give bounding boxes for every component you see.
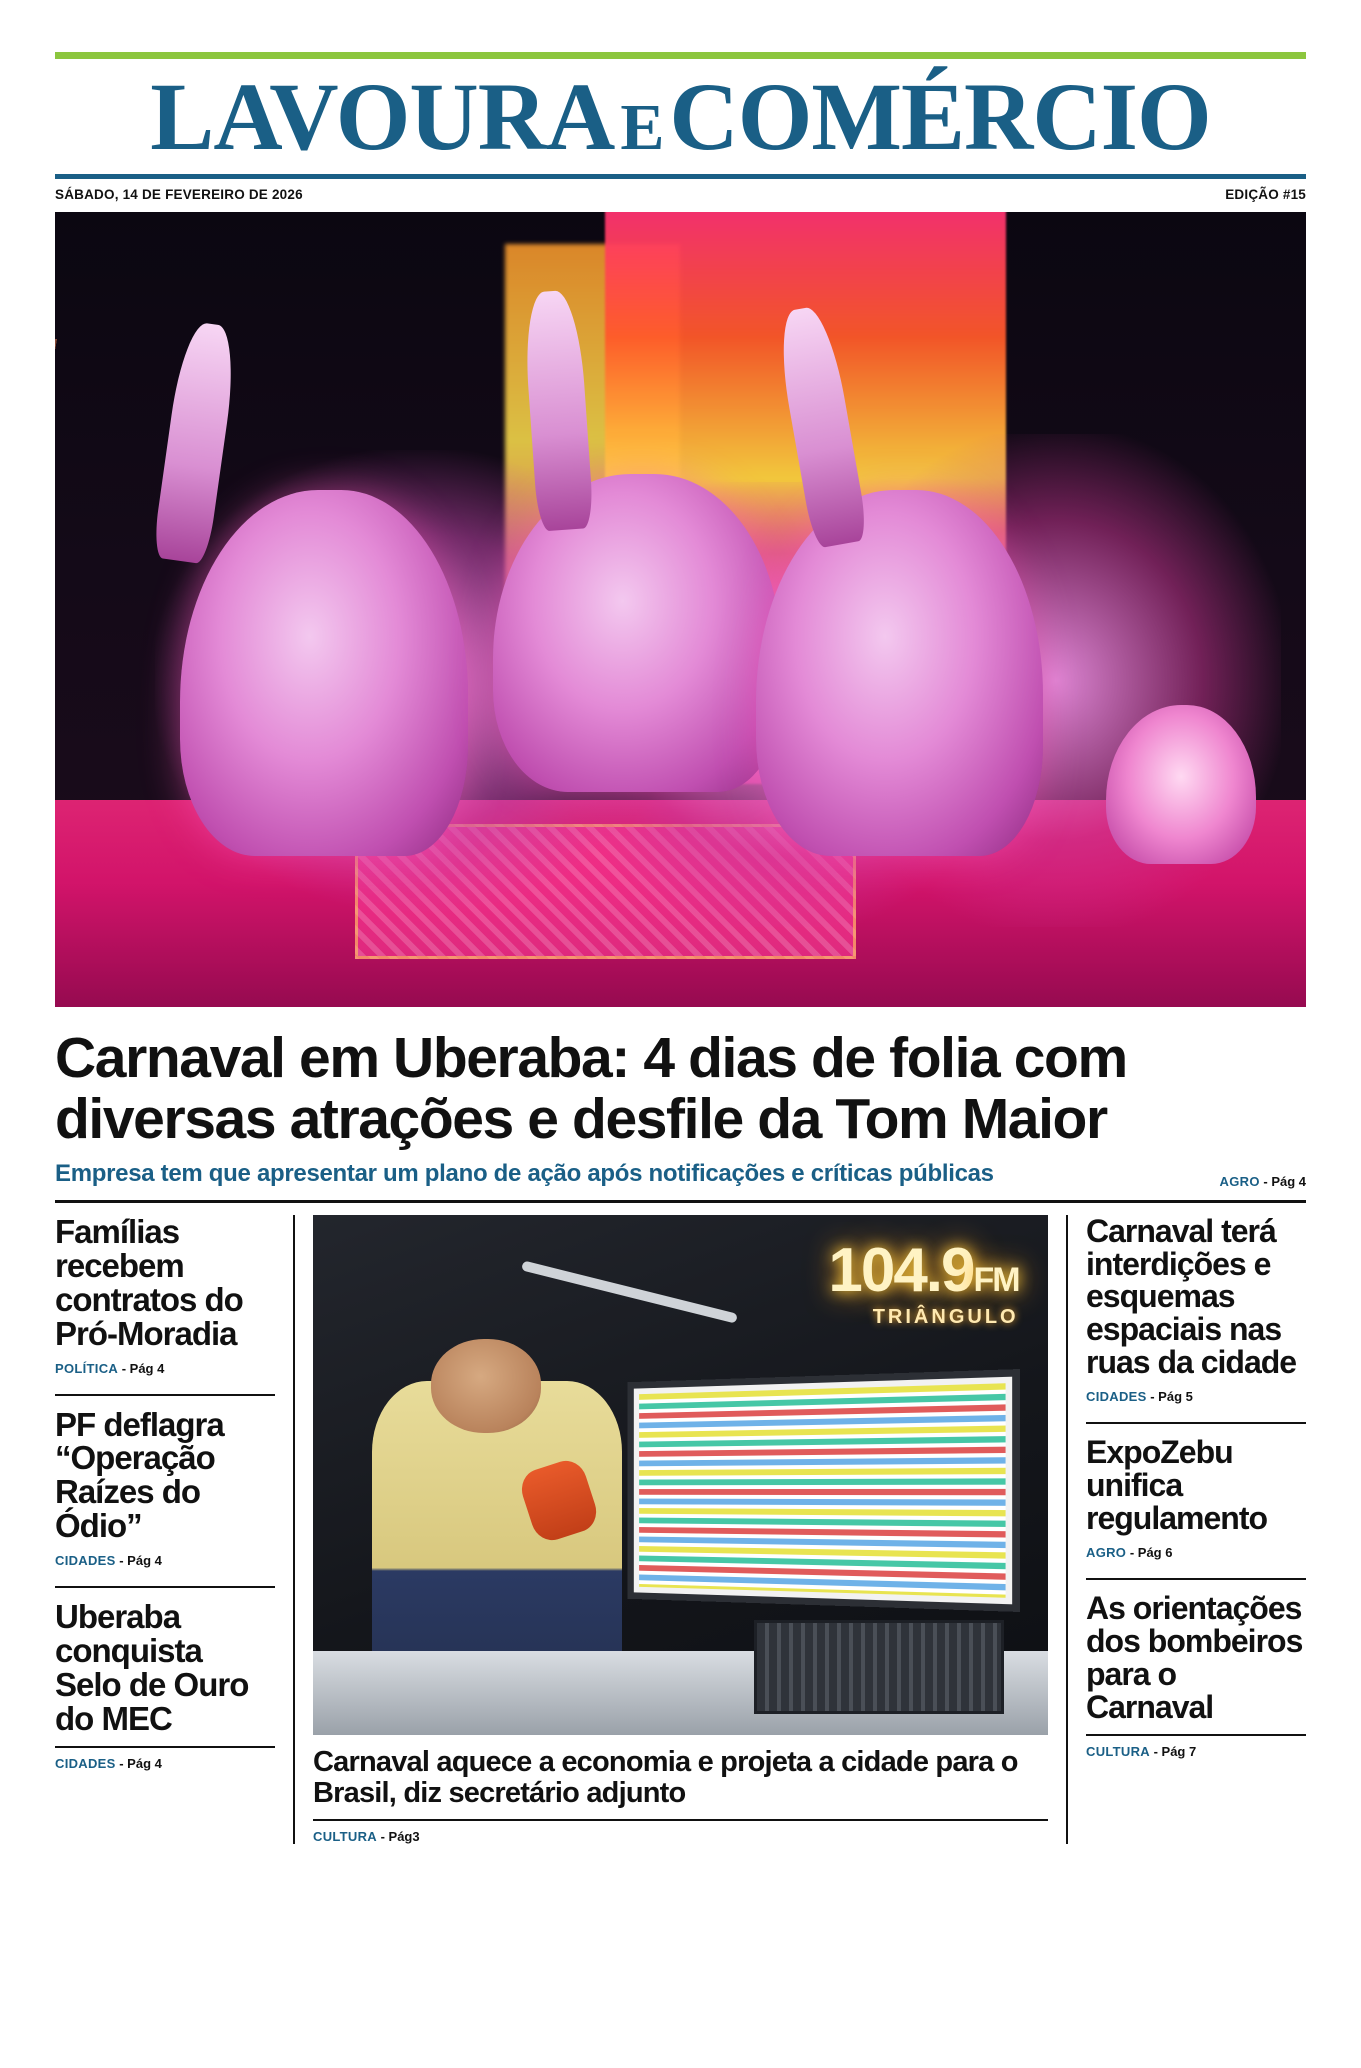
brief-kicker[interactable]	[55, 1361, 275, 1376]
brief-item[interactable]	[55, 1394, 275, 1577]
brief-page: - Pág 7	[1153, 1744, 1197, 1759]
brief-headline: ExpoZebu unifica regulamento	[1086, 1434, 1268, 1537]
photo-interviewee-head	[431, 1339, 541, 1433]
brief-item[interactable]	[1086, 1422, 1306, 1568]
left-column	[55, 1212, 295, 1845]
masthead-title-part2: COMÉRCIO	[669, 63, 1211, 170]
neon-fm-label: FM	[973, 1261, 1019, 1300]
lead-subhead: Empresa tem que apresentar um plano de ação após notificações e críticas públicas	[55, 1159, 994, 1187]
masthead-title-part1: LAVOURA	[150, 63, 615, 170]
brief-headline: As orientações dos bombeiros para o Carnaval	[1086, 1590, 1303, 1726]
brief-section: CULTURA	[1086, 1744, 1150, 1759]
photo-monitor	[628, 1369, 1020, 1612]
masthead-title-conjunction: E	[620, 91, 664, 164]
brief-headline: Carnaval terá interdições e esquemas espaciais nas ruas da cidade	[1086, 1212, 1297, 1381]
lower-grid	[55, 1212, 1306, 1845]
neon-station-name: TRIÂNGULO	[872, 1306, 1019, 1329]
brief-page: - Pág 5	[1150, 1389, 1193, 1405]
brief-headline: Famílias recebem contratos do Pró-Moradia	[55, 1212, 243, 1352]
brief-item[interactable]	[55, 1586, 275, 1779]
masthead-top-rule	[55, 52, 1306, 59]
photo-audio-mixer	[754, 1620, 1004, 1714]
masthead-title	[55, 63, 1306, 170]
brief-headline: PF deflagra “Operação Raízes do Ódio”	[55, 1405, 224, 1545]
brief-section: POLÍTICA	[55, 1360, 119, 1376]
middle-headline: Carnaval aquece a economia e projeta a cidade para o Brasil, diz secretário adjunto	[313, 1745, 1018, 1809]
brief-kicker[interactable]	[1086, 1389, 1306, 1404]
lead-photo	[55, 212, 1306, 1007]
brief-page: - Pág 4	[121, 1360, 165, 1376]
brief-section: CIDADES	[55, 1756, 116, 1772]
brief-page: - Pág 6	[1129, 1545, 1173, 1561]
brief-section: AGRO	[1086, 1545, 1127, 1561]
middle-section: CULTURA	[313, 1829, 377, 1845]
brief-item[interactable]	[1086, 1578, 1306, 1767]
brief-headline: Uberaba conquista Selo de Ouro do MEC	[55, 1598, 249, 1738]
brief-page: - Pág 4	[119, 1553, 162, 1569]
middle-kicker[interactable]	[313, 1819, 1048, 1844]
brief-kicker[interactable]	[55, 1746, 275, 1771]
lead-subhead-row	[55, 1160, 1306, 1203]
brief-kicker[interactable]	[1086, 1545, 1306, 1560]
brief-kicker[interactable]	[1086, 1734, 1306, 1759]
edition-number: EDIÇÃO #15	[1225, 186, 1306, 202]
radio-studio-photo	[313, 1215, 1048, 1735]
neon-frequency: 104.9	[828, 1236, 974, 1306]
dateline	[55, 179, 1306, 212]
newspaper-front-page	[0, 52, 1361, 2068]
photo-monitor-screen-rows	[639, 1383, 1005, 1597]
brief-kicker[interactable]	[55, 1553, 275, 1568]
middle-page: - Pág3	[380, 1829, 420, 1845]
lead-kicker-section: AGRO	[1219, 1173, 1260, 1189]
neon-sign	[828, 1235, 1018, 1329]
middle-column	[295, 1215, 1066, 1845]
brief-page: - Pág 4	[119, 1756, 162, 1772]
brief-section: CIDADES	[1086, 1389, 1147, 1405]
publication-date: SÁBADO, 14 DE FEVEREIRO DE 2026	[55, 186, 303, 202]
lead-headline: Carnaval em Uberaba: 4 dias de folia com diversas atrações e desfile da Tom Maior	[55, 1025, 1127, 1151]
lead-kicker-page: - Pág 4	[1263, 1173, 1306, 1189]
masthead	[55, 59, 1306, 172]
lead-kicker[interactable]	[1220, 1174, 1306, 1189]
right-column	[1066, 1212, 1306, 1845]
brief-section: CIDADES	[55, 1553, 116, 1569]
brief-item[interactable]	[1086, 1212, 1306, 1413]
brief-item[interactable]	[55, 1212, 275, 1384]
